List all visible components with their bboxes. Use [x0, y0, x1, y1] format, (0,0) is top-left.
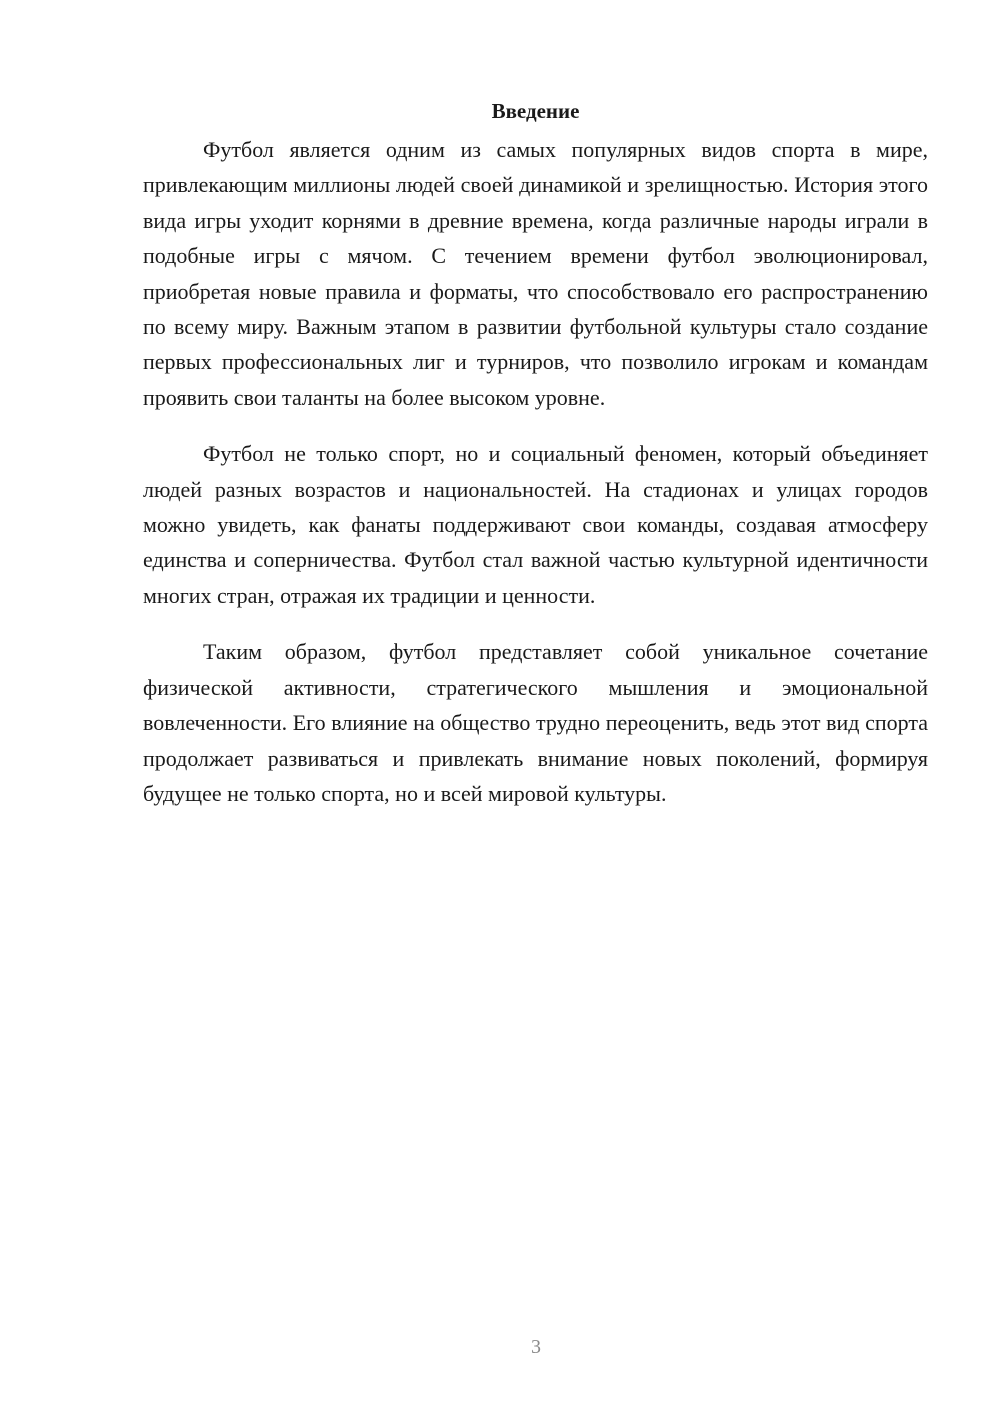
paragraph-3: Таким образом, футбол представляет собой уникальное сочетание физической активности, стратегического мышления и эмоциональной вовлеченности. Его влияние на общество трудно переоценить, ведь этот вид спорта продолжает развиваться и привлекать внимание новых поколений, формируя будущее не только спорта, но и всей мировой культуры.	[143, 639, 928, 806]
section-heading: Введение	[491, 99, 580, 123]
page-content	[143, 96, 928, 832]
paragraph-1: Футбол является одним из самых популярных видов спорта в мире, привлекающим миллионы людей своей динамикой и зрелищностью. История этого вида игры уходит корнями в древние времена, когда различные народы играли в подобные игры с мячом. С течением времени футбол эволюционировал, приобретая новые правила и форматы, что способствовало его распространению по всему миру. Важным этапом в развитии футбольной культуры стало создание первых профессиональных лиг и турниров, что позволило игрокам и командам проявить свои таланты на более высоком уровне.	[143, 137, 928, 410]
paragraph-2: Футбол не только спорт, но и социальный феномен, который объединяет людей разных возрастов и национальностей. На стадионах и улицах городов можно увидеть, как фанаты поддерживают свои команды, создавая атмосферу единства и соперничества. Футбол стал важной частью культурной идентичности многих стран, отражая их традиции и ценности.	[143, 441, 928, 608]
page-number: 3	[531, 1336, 541, 1358]
